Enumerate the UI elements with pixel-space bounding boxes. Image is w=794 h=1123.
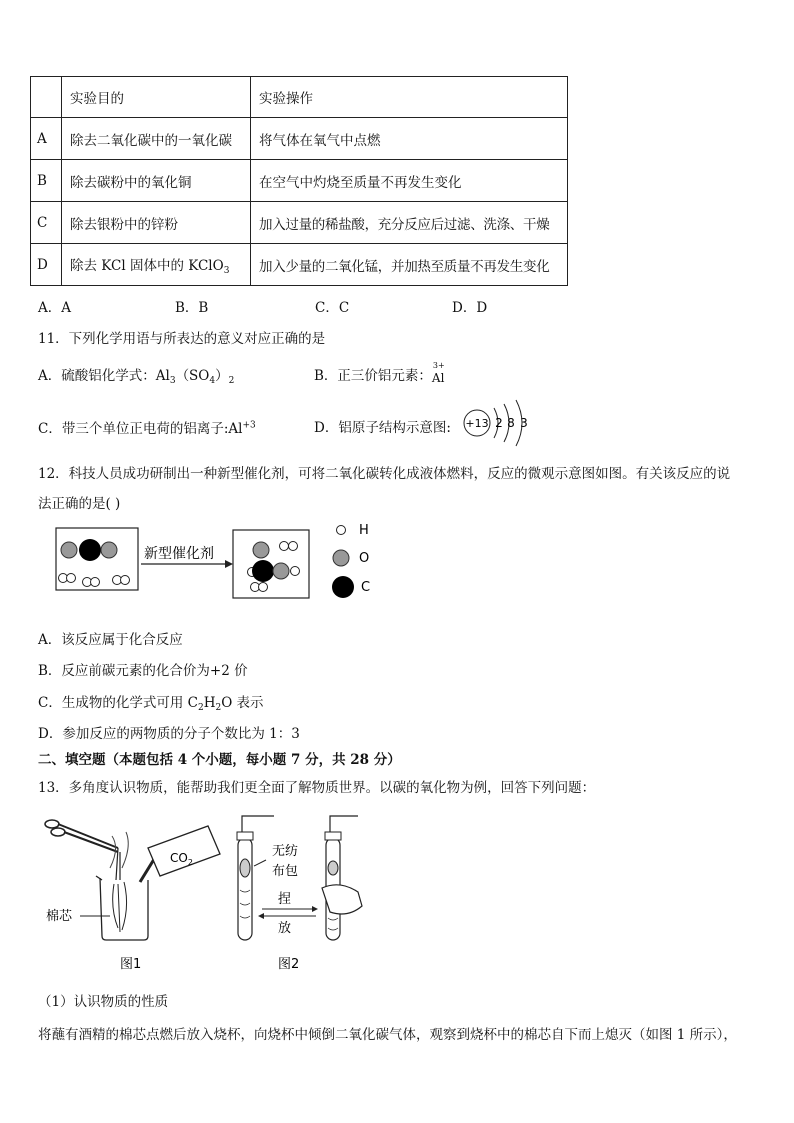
beaker-lip-icon: [96, 876, 102, 880]
table-cell: 除去二氧化碳中的一氧化碳: [62, 118, 251, 160]
bag-label-line2: 布包: [272, 864, 299, 879]
q12-option-d: D．参加反应的两物质的分子个数比为 1：3: [38, 726, 300, 742]
legend-label-o: O: [359, 551, 370, 566]
q12-c-post: O 表示: [221, 695, 264, 711]
q11-option-d: [314, 416, 451, 436]
fig1-label: 图1: [120, 957, 142, 972]
carbon-atom: [252, 560, 274, 582]
legend-label-h: H: [359, 523, 369, 538]
q12-stem-line2: 法正确的是( ): [38, 496, 121, 512]
test-tube-icon: [238, 838, 252, 940]
liquid-icon: [328, 918, 338, 930]
nucleus-charge: +13: [465, 417, 489, 430]
squeeze-arrowhead: [312, 906, 318, 912]
release-label: 放: [278, 921, 292, 936]
q12-c-pre: C．生成物的化学式可用 C: [38, 695, 198, 711]
reaction-arrowhead: [225, 560, 233, 568]
subscript: 3: [223, 265, 230, 276]
table-cell: 除去银粉中的锌粉: [62, 202, 251, 244]
q11-a-close: ）: [215, 368, 229, 384]
shell-electrons: 2: [495, 416, 503, 430]
shell-electrons: 8: [507, 416, 515, 430]
oxygen-atom: [61, 542, 77, 558]
hydrogen-atom: [121, 576, 130, 585]
co2-text: CO: [170, 851, 188, 865]
hand-icon: [322, 885, 362, 914]
subscript: 2: [215, 703, 222, 713]
valence-symbol: [431, 360, 448, 385]
table-cell-text: 除去 KCl 固体中的 KClO: [70, 257, 224, 274]
q11-stem: 11．下列化学用语与所表达的意义对应正确的是: [38, 331, 326, 347]
liquid-icon: [240, 890, 250, 918]
table-cell: 除去碳粉中的氧化铜: [62, 160, 251, 202]
section-heading: 二、填空题（本题包括 4 个小题，每小题 7 分，共 28 分）: [38, 752, 401, 768]
hydrogen-atom: [91, 578, 100, 587]
legend-oxygen-icon: [333, 550, 349, 566]
q10-option-c: C．C: [315, 300, 350, 316]
table-header-row: [31, 77, 568, 118]
table-cell: 加入过量的稀盐酸，充分反应后过滤、洗涤、干燥: [251, 202, 568, 244]
legend-hydrogen-icon: [337, 526, 346, 535]
hydrogen-atom: [280, 542, 289, 551]
bag-label-line1: 无纺: [272, 844, 299, 859]
tongs-handle-icon: [51, 828, 65, 836]
hydrogen-atom: [289, 542, 298, 551]
table-cell: B: [31, 160, 62, 202]
tongs-tip-icon: [116, 848, 120, 880]
superscript: +3: [242, 420, 256, 431]
delivery-tube-icon: [242, 816, 274, 832]
q11-a-text: A．硫酸铝化学式：Al: [38, 368, 170, 384]
valence-element: Al: [431, 370, 445, 385]
q12-stem-line1: 12．科技人员成功研制出一种新型催化剂，可将二氧化碳转化成液体燃料，反应的微观示意图如图。有关该反应的说: [38, 466, 731, 482]
legend-label-c: C: [361, 580, 371, 595]
table-cell: 在空气中灼烧至质量不再发生变化: [251, 160, 568, 202]
q11-a-mid: （SO: [175, 368, 210, 384]
table-row: [31, 244, 568, 286]
table-cell: C: [31, 202, 62, 244]
oxygen-atom: [273, 563, 289, 579]
q12-option-c: [38, 691, 264, 713]
catalyst-label: 新型催化剂: [144, 546, 214, 562]
hydrogen-atom: [291, 567, 300, 576]
stopper-icon: [325, 832, 341, 840]
table-cell: 加入少量的二氧化锰，并加热至质量不再发生变化: [251, 244, 568, 286]
q11-option-a: [38, 364, 234, 386]
beaker-icon: [100, 878, 148, 940]
legend-carbon-icon: [332, 576, 354, 598]
carbon-atom: [79, 539, 101, 561]
release-arrowhead: [258, 913, 264, 919]
shell-electrons: 3: [520, 416, 528, 430]
cloth-bag-icon: [328, 861, 338, 875]
q10-option-d: D．D: [452, 300, 488, 316]
table-cell: D: [31, 244, 62, 286]
q13-subquestion: （1）认识物质的性质: [38, 994, 169, 1010]
table-cell: 将气体在氧气中点燃: [251, 118, 568, 160]
oxygen-atom: [101, 542, 117, 558]
valence-sup: 3+: [432, 360, 445, 370]
q13-figures: [40, 808, 380, 978]
oxygen-atom: [253, 542, 269, 558]
co2-subscript: 2: [187, 858, 193, 867]
q11-d-text: D．铝原子结构示意图:: [314, 420, 451, 436]
figure-1: [45, 820, 220, 972]
cotton-wick-icon: [113, 882, 127, 932]
wick-label: 棉芯: [46, 909, 73, 924]
q10-option-a: A．A: [38, 300, 71, 316]
hydrogen-atom: [67, 574, 76, 583]
q11-b-text: B．正三价铝元素：: [314, 368, 432, 384]
q12-option-a: A．该反应属于化合反应: [38, 632, 183, 648]
reaction-micro-diagram: [55, 518, 395, 602]
experiment-table: [30, 76, 568, 286]
q11-c-text: C．带三个单位正电荷的铝离子:Al: [38, 421, 243, 437]
subscript: 2: [197, 703, 204, 713]
table-row: [31, 160, 568, 202]
table-cell: [62, 244, 251, 286]
tongs-handle-icon: [45, 820, 59, 828]
squeeze-label: 捏: [278, 892, 292, 907]
table-cell: [31, 77, 62, 118]
tongs-icon: [58, 824, 118, 852]
atom-structure-diagram: [456, 396, 536, 448]
q11-option-c: [38, 417, 256, 437]
table-header-operation: 实验操作: [251, 77, 568, 118]
q11-option-b: [314, 360, 448, 385]
delivery-tube-icon: [330, 816, 358, 832]
figure-2: [237, 816, 362, 972]
subscript: 2: [228, 376, 235, 386]
stopper-icon: [237, 832, 253, 840]
cloth-bag-icon: [240, 859, 250, 877]
subscript: 3: [169, 376, 176, 386]
table-header-purpose: 实验目的: [62, 77, 251, 118]
hydrogen-atom: [259, 583, 268, 592]
q12-option-b: B．反应前碳元素的化合价为+2 价: [38, 663, 248, 679]
q12-c-mid: H: [203, 695, 216, 711]
subscript: 4: [209, 376, 216, 386]
q13-stem: 13．多角度认识物质，能帮助我们更全面了解物质世界。以碳的氧化物为例，回答下列问题：: [38, 780, 596, 796]
label-pointer: [254, 860, 266, 866]
q13-paragraph: 将蘸有酒精的棉芯点燃后放入烧杯，向烧杯中倾倒二氧化碳气体，观察到烧杯中的棉芯自下而上熄灭（如图 1 所示），: [38, 1027, 737, 1043]
q10-option-b: B．B: [175, 300, 209, 316]
table-row: [31, 118, 568, 160]
fig2-label: 图2: [278, 957, 300, 972]
table-cell: A: [31, 118, 62, 160]
table-row: [31, 202, 568, 244]
